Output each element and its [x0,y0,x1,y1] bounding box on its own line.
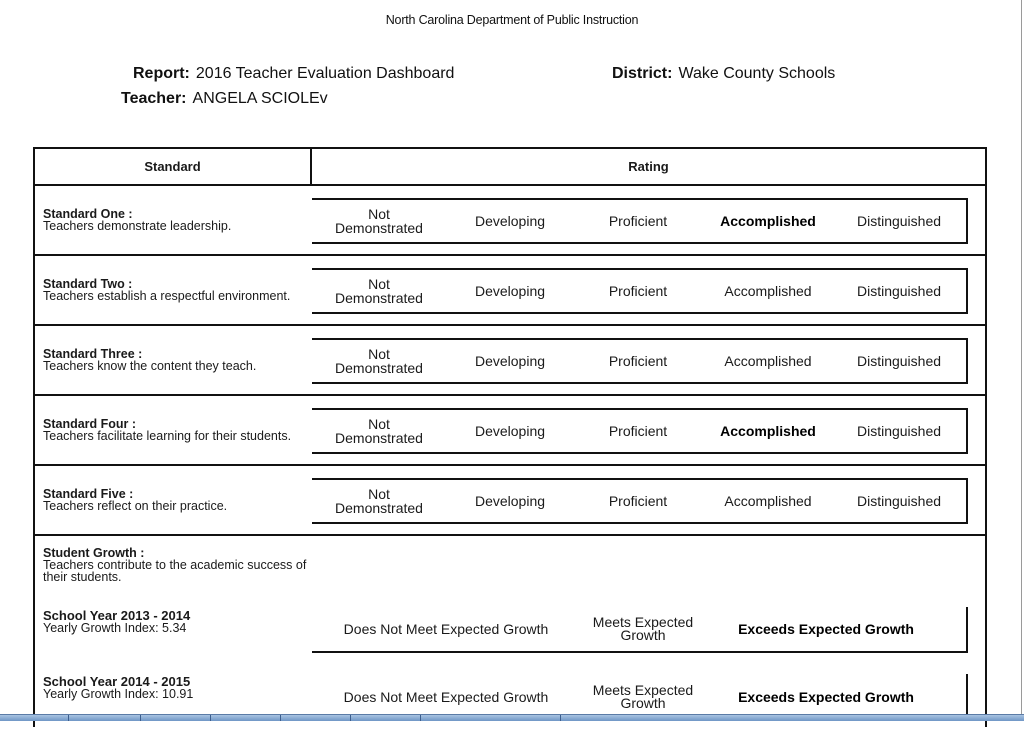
rating-not-demonstrated: Not Demonstrated [335,486,423,516]
rating-not-demonstrated: Not Demonstrated [335,276,423,306]
school-year-label: School Year 2014 - 2015 [43,674,191,689]
student-growth-name: Student Growth : [43,546,145,560]
standard-name: Standard Three : [43,347,143,361]
report-label: Report: [133,65,190,82]
standard-description: Teachers establish a respectful environment. [43,289,291,303]
column-header-standard: Standard [35,149,312,184]
standard-cell [43,256,308,324]
standard-cell [43,326,308,394]
rating-proficient: Proficient [608,283,668,299]
teacher-field [121,90,328,108]
taskbar-divider [68,715,69,721]
teacher-value: ANGELA SCIOLEv [192,90,328,107]
growth-index: Yearly Growth Index: 10.91 [43,687,194,701]
rating-developing: Developing [474,423,546,439]
student-growth-section [35,537,985,737]
rating-scale [312,268,968,314]
rating-proficient: Proficient [608,213,668,229]
standard-cell [43,186,308,254]
growth-exceeds-selected: Exceeds Expected Growth [738,620,914,637]
student-growth-description: Teachers contribute to the academic success of their students. [43,558,307,584]
rating-accomplished-selected: Accomplished [720,213,816,229]
rating-distinguished: Distinguished [856,423,942,439]
report-field [133,65,454,83]
growth-scale [312,607,968,653]
taskbar-divider [210,715,211,721]
standard-name: Standard Four : [43,417,137,431]
rating-distinguished: Distinguished [856,283,942,299]
rating-accomplished: Accomplished [724,493,812,509]
rating-scale [312,198,968,244]
table-header [35,149,985,186]
org-title: North Carolina Department of Public Instruction [385,13,639,27]
taskbar-divider [350,715,351,721]
table-row-standard-two [35,256,985,326]
rating-not-demonstrated: Not Demonstrated [335,416,423,446]
taskbar-divider [140,715,141,721]
growth-does-not-meet: Does Not Meet Expected Growth [343,688,549,705]
table-row-standard-four [35,396,985,466]
growth-does-not-meet: Does Not Meet Expected Growth [343,620,549,637]
column-header-rating: Rating [628,159,669,174]
taskbar-divider [560,715,561,721]
teacher-label: Teacher: [121,90,187,107]
district-value: Wake County Schools [678,65,836,82]
school-year-label: School Year 2013 - 2014 [43,608,191,623]
rating-distinguished: Distinguished [856,353,942,369]
rating-developing: Developing [474,213,546,229]
growth-exceeds-selected: Exceeds Expected Growth [738,688,914,705]
rating-scale [312,478,968,524]
table-row-standard-five [35,466,985,536]
school-year-2014-2015 [43,676,308,700]
standard-name: Standard Two : [43,277,133,291]
standard-cell [43,466,308,534]
report-value: 2016 Teacher Evaluation Dashboard [195,65,455,82]
rating-not-demonstrated: Not Demonstrated [335,346,423,376]
district-label: District: [612,65,673,82]
rating-scale [312,338,968,384]
district-field [612,65,835,83]
rating-distinguished: Distinguished [856,213,942,229]
rating-developing: Developing [474,283,546,299]
rating-proficient: Proficient [608,493,668,509]
standard-name: Standard One : [43,207,133,221]
taskbar-divider [280,715,281,721]
standard-description: Teachers demonstrate leadership. [43,219,232,233]
standard-name: Standard Five : [43,487,134,501]
growth-index: Yearly Growth Index: 5.34 [43,621,187,635]
rating-proficient: Proficient [608,423,668,439]
rating-scale [312,408,968,454]
standard-cell [43,396,308,464]
standard-description: Teachers reflect on their practice. [43,499,228,513]
page-edge [1021,0,1022,714]
table-row-standard-three [35,326,985,396]
table-row-standard-one [35,186,985,256]
evaluation-table [33,147,987,727]
rating-accomplished: Accomplished [724,353,812,369]
rating-accomplished-selected: Accomplished [720,423,816,439]
rating-accomplished: Accomplished [724,283,812,299]
growth-meets: Meets Expected Growth [592,614,694,643]
rating-proficient: Proficient [608,353,668,369]
taskbar-divider [420,715,421,721]
standard-description: Teachers know the content they teach. [43,359,257,373]
rating-developing: Developing [474,493,546,509]
school-year-2013-2014 [43,610,308,634]
standard-description: Teachers facilitate learning for their students. [43,429,292,443]
rating-developing: Developing [474,353,546,369]
growth-meets: Meets Expected Growth [592,682,694,711]
rating-distinguished: Distinguished [856,493,942,509]
student-growth-cell [43,547,308,583]
rating-not-demonstrated: Not Demonstrated [335,206,423,236]
